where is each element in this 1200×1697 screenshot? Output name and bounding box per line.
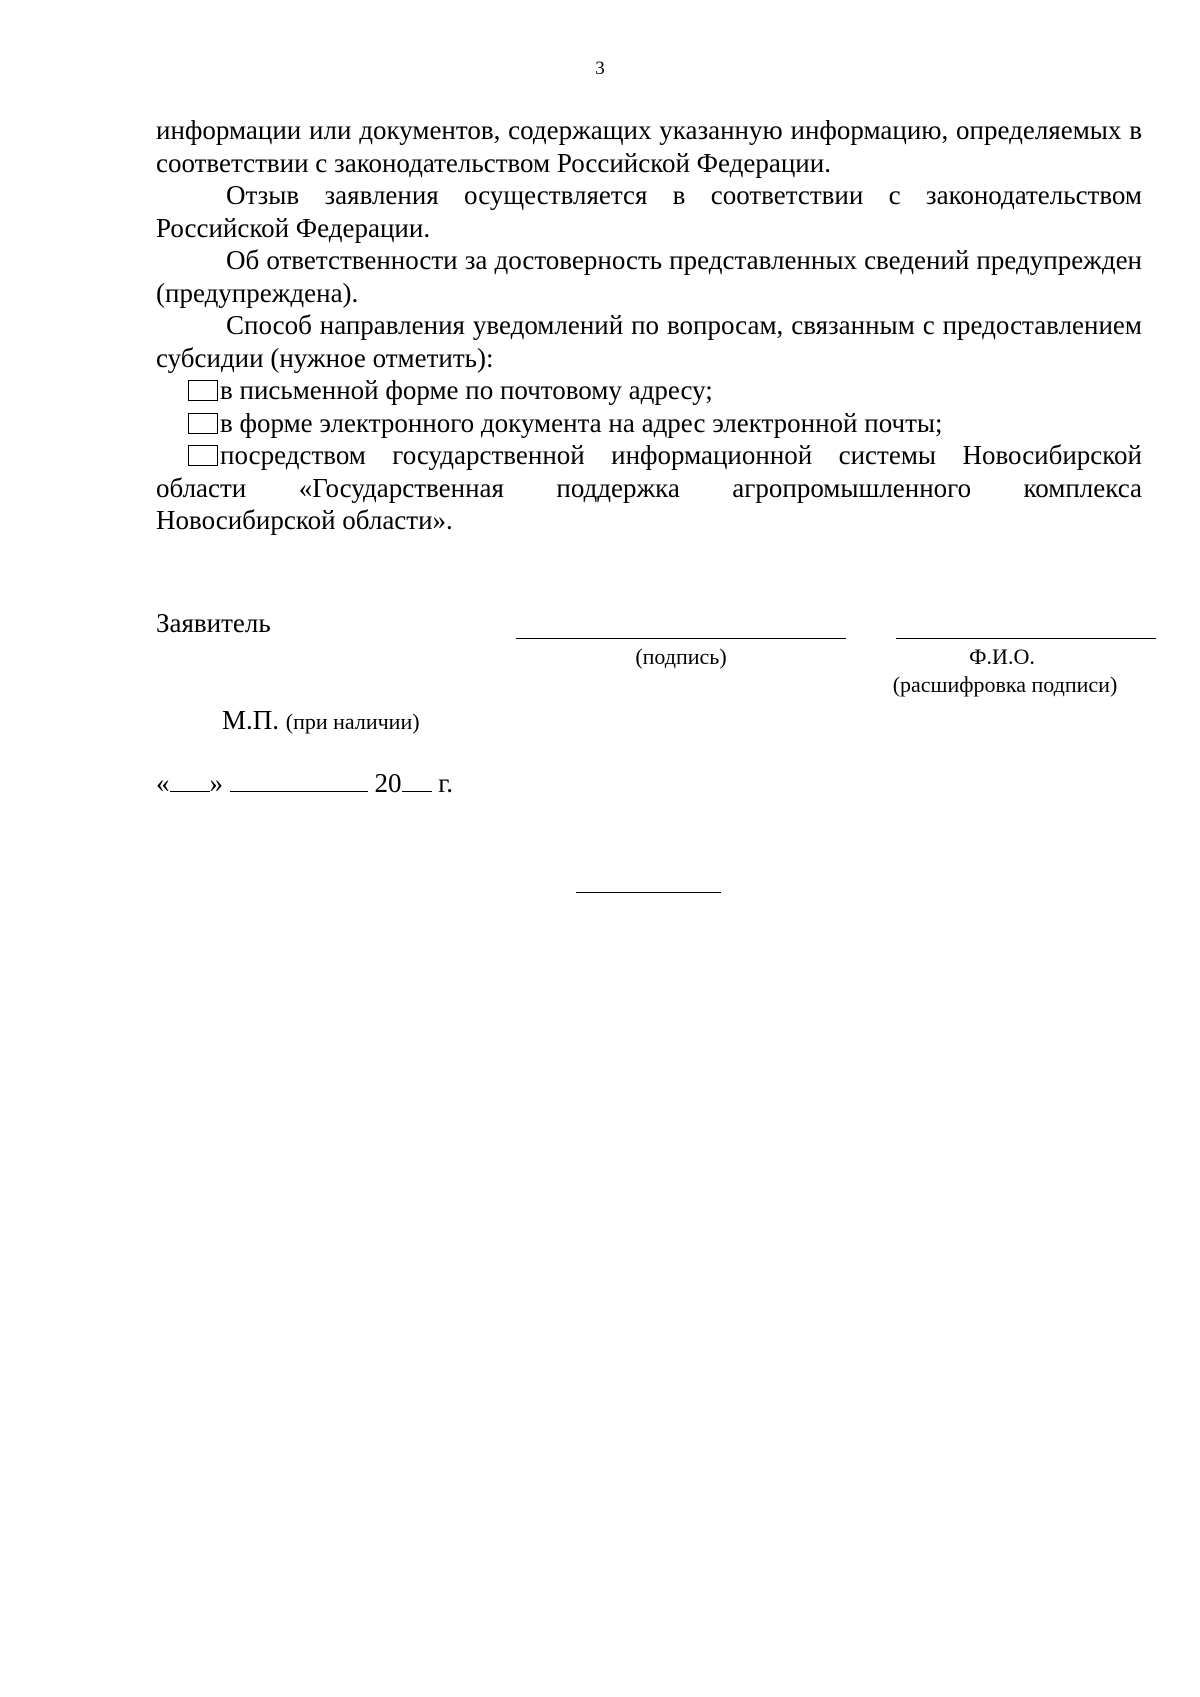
year-prefix: 20 — [374, 768, 402, 798]
document-body — [156, 114, 1142, 537]
option-email — [156, 407, 1142, 440]
full-name-note: (расшифровка подписи) — [892, 672, 1118, 697]
paragraph-responsibility: Об ответственности за достоверность представленных сведений предупрежден (предупреждена). — [156, 245, 1142, 308]
page-number: 3 — [595, 58, 605, 79]
option-email-label: в форме электронного документа на адрес электронной почты; — [220, 407, 943, 438]
option-postal — [156, 374, 1142, 407]
checkbox-email[interactable] — [188, 413, 218, 434]
paragraph-info-documents: информации или документов, содержащих указанную информацию, определяемых в соответствии с законодательством Российской Федерации. — [156, 115, 1142, 178]
stamp-label: М.П. — [222, 705, 280, 735]
applicant-label: Заявитель — [156, 608, 271, 638]
full-name-caption: Ф.И.О. — [969, 644, 1035, 669]
stamp-block — [222, 705, 420, 736]
date-open-quote: « — [156, 768, 170, 798]
paragraph-notification-method: Способ направления уведомлений по вопросам, связанным с предоставлением субсидии (нужное отметить): — [156, 310, 1142, 373]
year-suffix: г. — [438, 768, 454, 798]
month-blank[interactable] — [230, 769, 368, 792]
signature-caption: (подпись) — [635, 644, 727, 669]
date-line — [156, 768, 453, 799]
end-of-document-rule — [576, 892, 721, 893]
full-name-line[interactable] — [896, 638, 1156, 639]
signature-line[interactable] — [516, 638, 846, 639]
year-blank[interactable] — [402, 769, 432, 792]
option-postal-label: в письменной форме по почтовому адресу; — [220, 375, 713, 405]
checkbox-gis[interactable] — [188, 445, 218, 466]
checkbox-postal[interactable] — [188, 380, 218, 401]
option-gis — [156, 439, 1142, 537]
stamp-note: (при наличии) — [285, 709, 420, 734]
paragraph-withdrawal: Отзыв заявления осуществляется в соответствии с законодательством Российской Федерации. — [156, 180, 1142, 243]
date-close-quote: » — [209, 768, 223, 798]
option-gis-label: посредством государственной информационной системы Новосибирской области «Государственная поддержка агропромышленного комплекса Новосибирской области». — [156, 440, 1142, 535]
day-blank[interactable] — [170, 769, 210, 792]
